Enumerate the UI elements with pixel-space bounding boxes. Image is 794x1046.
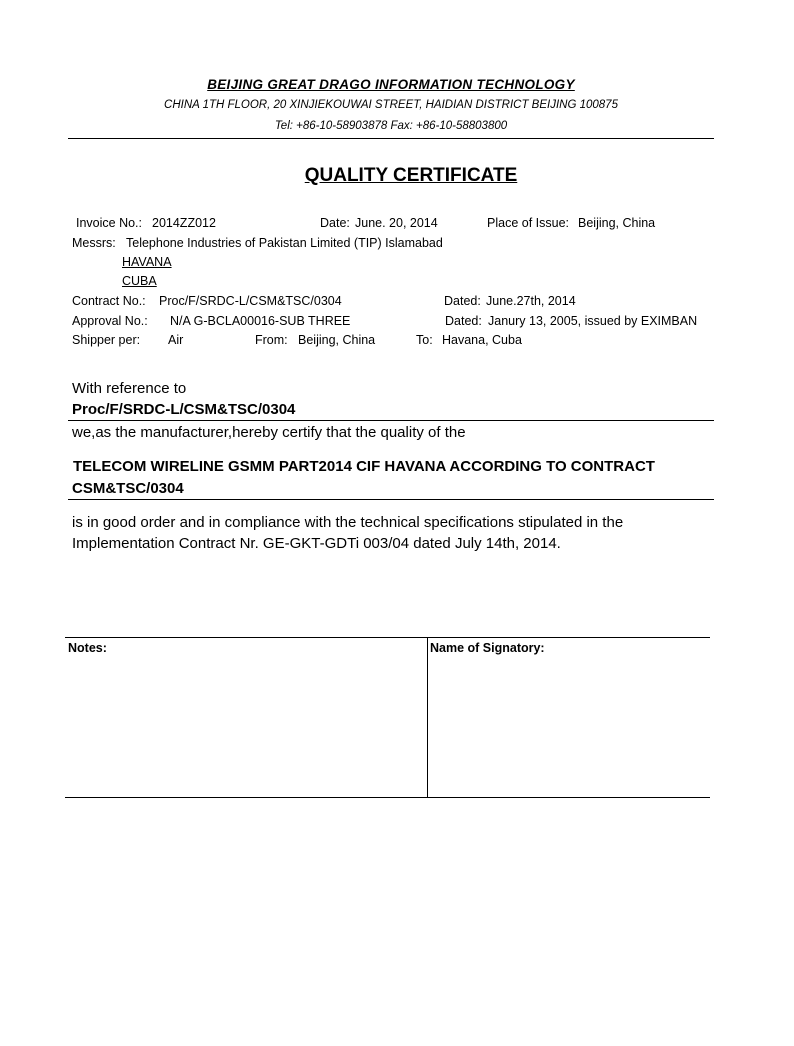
compliance-line1: is in good order and in compliance with the technical specifications stipulated in the bbox=[72, 514, 624, 531]
reference-value: Proc/F/SRDC-L/CSM&TSC/0304 bbox=[72, 401, 296, 418]
messrs-value: Telephone Industries of Pakistan Limited (TIP) Islamabad bbox=[126, 236, 443, 250]
product-underline bbox=[68, 499, 714, 500]
place-of-issue-label: Place of Issue: bbox=[487, 216, 569, 230]
approval-dated-value: Janury 13, 2005, issued by EXIMBAN bbox=[488, 314, 698, 328]
box-divider bbox=[427, 638, 428, 797]
place-of-issue-value: Beijing, China bbox=[578, 216, 656, 230]
from-value: Beijing, China bbox=[298, 333, 376, 347]
certify-statement: we,as the manufacturer,hereby certify that the quality of the bbox=[72, 424, 466, 441]
invoice-value: 2014ZZ012 bbox=[152, 216, 216, 230]
to-label: To: bbox=[416, 333, 433, 347]
contract-dated-label: Dated: bbox=[444, 294, 481, 308]
contract-no-label: Contract No.: bbox=[72, 294, 146, 308]
date-label: Date: bbox=[320, 216, 350, 230]
date-value: June. 20, 2014 bbox=[355, 216, 438, 230]
contract-no-value: Proc/F/SRDC-L/CSM&TSC/0304 bbox=[159, 294, 342, 308]
from-label: From: bbox=[255, 333, 288, 347]
shipper-value: Air bbox=[168, 333, 184, 347]
signatory-label: Name of Signatory: bbox=[430, 641, 545, 655]
company-name: BEIJING GREAT DRAGO INFORMATION TECHNOLOGY bbox=[207, 77, 575, 92]
notes-signatory-box bbox=[65, 637, 710, 798]
document-title: QUALITY CERTIFICATE bbox=[304, 165, 518, 186]
consignee-city: HAVANA bbox=[122, 255, 172, 269]
product-description-line1: TELECOM WIRELINE GSMM PART2014 CIF HAVANA ACCORDING TO CONTRACT bbox=[73, 458, 655, 475]
consignee-country: CUBA bbox=[122, 274, 157, 288]
reference-intro: With reference to bbox=[72, 380, 187, 397]
header-divider bbox=[68, 138, 714, 139]
notes-label: Notes: bbox=[68, 641, 107, 655]
approval-dated-label: Dated: bbox=[445, 314, 482, 328]
product-description-line2: CSM&TSC/0304 bbox=[72, 480, 184, 497]
messrs-label: Messrs: bbox=[72, 236, 116, 250]
invoice-label: Invoice No.: bbox=[76, 216, 143, 230]
reference-underline bbox=[68, 420, 714, 421]
approval-no-label: Approval No.: bbox=[72, 314, 148, 328]
company-tel-fax: Tel: +86-10-58903878 Fax: +86-10-58803800 bbox=[274, 120, 508, 132]
approval-no-value: N/A G-BCLA00016-SUB THREE bbox=[170, 314, 351, 328]
compliance-line2: Implementation Contract Nr. GE-GKT-GDTi 003/04 dated July 14th, 2014. bbox=[72, 535, 561, 552]
shipper-label: Shipper per: bbox=[72, 333, 141, 347]
contract-dated-value: June.27th, 2014 bbox=[486, 294, 576, 308]
to-value: Havana, Cuba bbox=[442, 333, 522, 347]
company-address: CHINA 1TH FLOOR, 20 XINJIEKOUWAI STREET, HAIDIAN DISTRICT BEIJING 100875 bbox=[164, 99, 618, 111]
